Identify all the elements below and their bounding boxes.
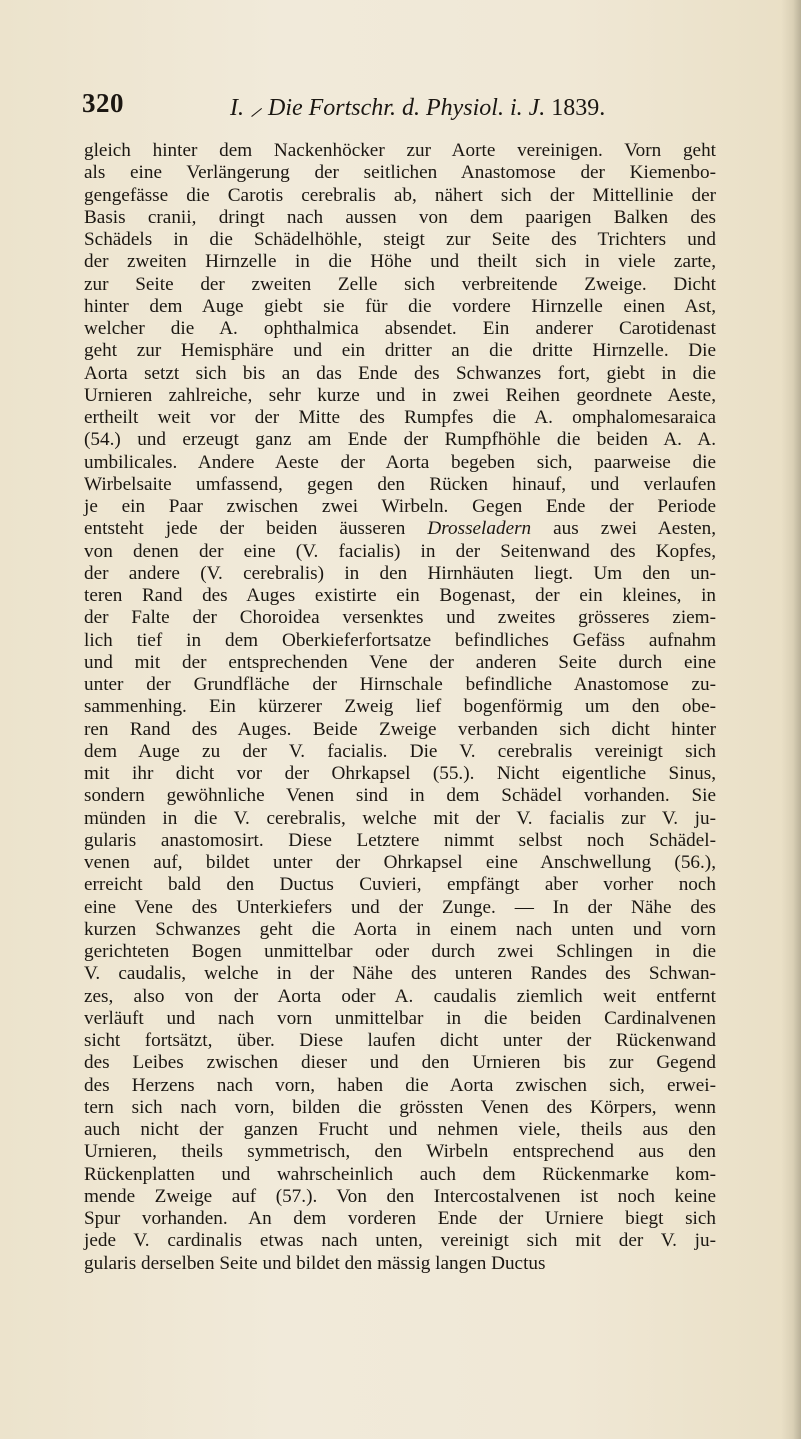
text-line: sammenhing. Ein kürzerer Zweig lief bogenförmig um den obe- xyxy=(84,696,716,718)
text-line: geht zur Hemisphäre und ein dritter an die dritte Hirnzelle. Die xyxy=(84,340,716,362)
text-line: und mit der entsprechenden Vene der anderen Seite durch eine xyxy=(84,651,716,673)
page-number: 320 xyxy=(82,88,124,118)
text-line: gularis anastomosirt. Diese Letztere nimmt selbst noch Schädel- xyxy=(84,829,716,851)
text-line: dem Auge zu der V. facialis. Die V. cerebralis vereinigt sich xyxy=(84,740,716,762)
text-line: verläuft und nach vorn unmittelbar in die beiden Cardinalvenen xyxy=(84,1007,716,1029)
text-line: des Leibes zwischen dieser und den Urnieren bis zur Gegend xyxy=(84,1052,716,1074)
text-line: hinter dem Auge giebt sie für die vordere Hirnzelle einen Ast, xyxy=(84,295,716,317)
text-line: münden in die V. cerebralis, welche mit der V. facialis zur V. ju- xyxy=(84,807,716,829)
text-line: Spur vorhanden. An dem vorderen Ende der Urniere biegt sich xyxy=(84,1208,716,1229)
running-head-title: I. ⸝ Die Fortschr. d. Physiol. i. J. xyxy=(230,95,546,121)
text-line: welcher die A. ophthalmica absendet. Ein anderer Carotidenast xyxy=(84,318,716,339)
text-line: sicht fortsätzt, über. Diese laufen dicht unter der Rückenwand xyxy=(84,1030,716,1051)
body-text xyxy=(84,140,716,1275)
text-line: Basis cranii, dringt nach aussen von dem paarigen Balken des xyxy=(84,206,716,228)
text-line: gengefässe die Carotis cerebralis ab, nähert sich der Mittellinie der xyxy=(84,184,716,206)
text-line: der Falte der Choroidea versenktes und zweites grösseres ziem- xyxy=(84,607,716,629)
text-line: V. caudalis, welche in der Nähe des unteren Randes des Schwan- xyxy=(84,963,716,985)
emphasized-term: Drosseladern xyxy=(427,518,532,540)
text-line: zur Seite der zweiten Zelle sich verbreitende Zweige. Dicht xyxy=(84,273,716,295)
text-line: kurzen Schwanzes geht die Aorta in einem nach unten und vorn xyxy=(84,918,716,940)
text-line: zes, also von der Aorta oder A. caudalis ziemlich weit entfernt xyxy=(84,985,716,1007)
text-line: Wirbelsaite umfassend, gegen den Rücken hinauf, und verlaufen xyxy=(84,473,716,495)
text-line: ertheilt weit vor der Mitte des Rumpfes die A. omphalomesaraica xyxy=(84,407,716,428)
text-line: der zweiten Hirnzelle in die Höhe und theilt sich in viele zarte, xyxy=(84,251,716,273)
text-line: je ein Paar zwischen zwei Wirbeln. Gegen Ende der Periode xyxy=(84,496,716,517)
text-line: venen auf, bildet unter der Ohrkapsel eine Anschwellung (56.), xyxy=(84,852,716,873)
text-line: gularis derselben Seite und bildet den mässig langen Ductus xyxy=(84,1252,546,1274)
text-line: Rückenplatten und wahrscheinlich auch dem Rückenmarke kom- xyxy=(84,1163,716,1185)
text-line: mit ihr dicht vor der Ohrkapsel (55.). Nicht eigentliche Sinus, xyxy=(84,763,716,784)
text-line: entsteht jede der beiden äusseren Drosseladern aus zwei Aesten, xyxy=(84,518,716,540)
text-line: umbilicales. Andere Aeste der Aorta begeben sich, paarweise die xyxy=(84,451,716,473)
text-line: auch nicht der ganzen Frucht und nehmen viele, theils aus den xyxy=(84,1119,716,1140)
text-line: Urnieren zahlreiche, sehr kurze und in zwei Reihen geordnete Aeste, xyxy=(84,384,716,406)
text-line: jede V. cardinalis etwas nach unten, vereinigt sich mit der V. ju- xyxy=(84,1230,716,1252)
page-header xyxy=(82,88,702,121)
text-line: des Herzens nach vorn, haben die Aorta zwischen sich, erwei- xyxy=(84,1074,716,1096)
text-line: Aorta setzt sich bis an das Ende des Schwanzes fort, giebt in die xyxy=(84,362,716,384)
text-line: gerichteten Bogen unmittelbar oder durch zwei Schlingen in die xyxy=(84,941,716,962)
text-line: ren Rand des Auges. Beide Zweige verbanden sich dicht hinter xyxy=(84,718,716,740)
text-line: teren Rand des Auges existirte ein Bogenast, der ein kleines, in xyxy=(84,585,716,606)
running-head-year: 1839. xyxy=(551,95,606,121)
text-line: von denen der eine (V. facialis) in der Seitenwand des Kopfes, xyxy=(84,540,716,562)
text-line: sondern gewöhnliche Venen sind in dem Schädel vorhanden. Sie xyxy=(84,785,716,807)
text-line: lich tief in dem Oberkieferfortsatze befindliches Gefäss aufnahm xyxy=(84,629,716,651)
text-line: eine Vene des Unterkiefers und der Zunge. — In der Nähe des xyxy=(84,896,716,918)
text-line: (54.) und erzeugt ganz am Ende der Rumpfhöhle die beiden A. A. xyxy=(84,429,716,451)
text-line: erreicht bald den Ductus Cuvieri, empfängt aber vorher noch xyxy=(84,874,716,896)
text-line: Schädels in die Schädelhöhle, steigt zur Seite des Trichters und xyxy=(84,229,716,250)
text-line: als eine Verlängerung der seitlichen Anastomose der Kiemenbo- xyxy=(84,162,716,184)
running-head xyxy=(230,90,605,123)
text-line: gleich hinter dem Nackenhöcker zur Aorte vereinigen. Vorn geht xyxy=(84,140,716,161)
page-edge-shadow xyxy=(781,0,801,1439)
text-line: tern sich nach vorn, bilden die grössten Venen des Körpers, wenn xyxy=(84,1096,716,1118)
text-line: der andere (V. cerebralis) in den Hirnhäuten liegt. Um den un- xyxy=(84,562,716,584)
text-line: mende Zweige auf (57.). Von den Intercostalvenen ist noch keine xyxy=(84,1185,716,1207)
text-line: Urnieren, theils symmetrisch, den Wirbeln entsprechend aus den xyxy=(84,1141,716,1163)
text-line: unter der Grundfläche der Hirnschale befindliche Anastomose zu- xyxy=(84,674,716,695)
